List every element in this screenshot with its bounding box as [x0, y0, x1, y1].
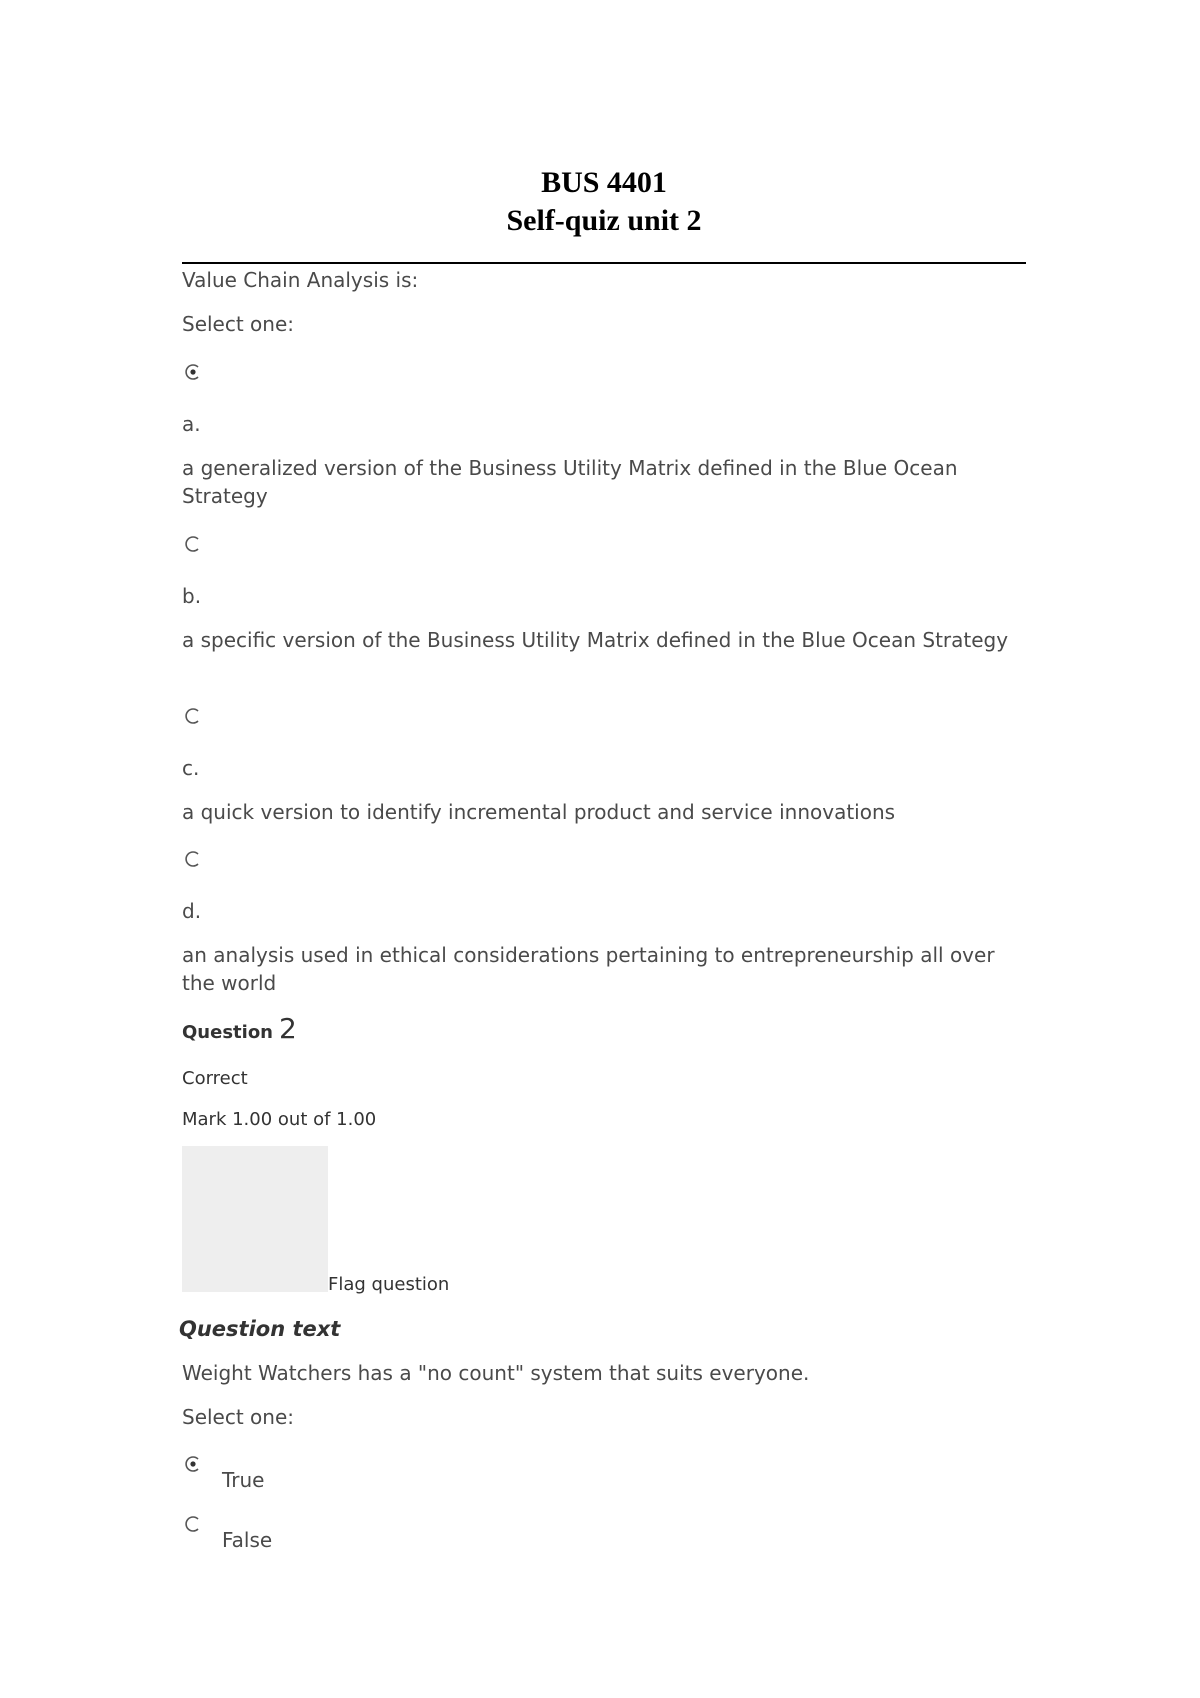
document-header: [182, 164, 1026, 240]
option-false-label[interactable]: False: [222, 1528, 273, 1552]
flag-icon[interactable]: [182, 1146, 328, 1292]
radio-unselected-icon[interactable]: [184, 850, 202, 868]
option-a-letter: a.: [182, 412, 201, 436]
question2-text: Weight Watchers has a "no count" system that suits everyone.: [182, 1361, 810, 1385]
radio-unselected-icon[interactable]: [184, 707, 202, 725]
flag-question-link[interactable]: Flag question: [328, 1274, 450, 1295]
question2-select-prompt: Select one:: [182, 1405, 295, 1429]
option-c-letter: c.: [182, 756, 200, 780]
option-a-text: a generalized version of the Business Utility Matrix defined in the Blue Ocean Strategy: [182, 456, 958, 508]
question-label: Question: [182, 1022, 273, 1043]
radio-selected-icon[interactable]: [184, 1455, 202, 1473]
course-code: BUS 4401: [541, 166, 667, 199]
radio-selected-icon[interactable]: [184, 363, 202, 381]
question-text-heading: Question text: [179, 1317, 341, 1341]
quiz-title: Self-quiz unit 2: [506, 204, 702, 237]
option-d-letter: d.: [182, 899, 202, 923]
option-b-text: a specific version of the Business Utility Matrix defined in the Blue Ocean Strategy: [182, 628, 1009, 652]
option-c-text: a quick version to identify incremental product and service innovations: [182, 800, 896, 824]
question2-heading: [182, 1012, 297, 1050]
radio-unselected-icon[interactable]: [184, 1515, 202, 1533]
header-divider: [182, 262, 1026, 264]
option-true-label[interactable]: True: [222, 1468, 265, 1492]
question1-text: Value Chain Analysis is:: [182, 268, 419, 292]
question-number: 2: [279, 1012, 297, 1045]
option-d-text: an analysis used in ethical considerations pertaining to entrepreneurship all over the world: [182, 943, 995, 995]
question2-status: Correct: [182, 1068, 248, 1089]
question2-mark: Mark 1.00 out of 1.00: [182, 1109, 377, 1130]
question1-select-prompt: Select one:: [182, 312, 295, 336]
radio-unselected-icon[interactable]: [184, 535, 202, 553]
option-b-letter: b.: [182, 584, 202, 608]
